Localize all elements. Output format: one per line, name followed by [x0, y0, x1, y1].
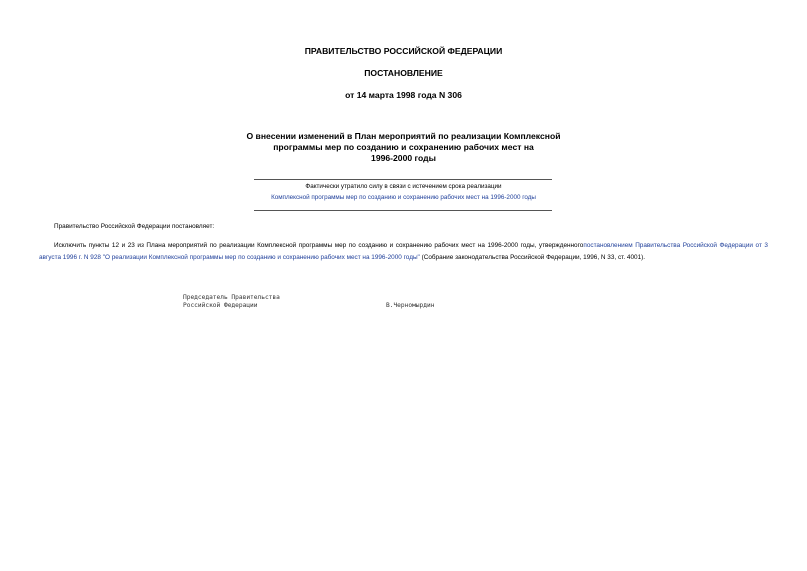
status-note-link[interactable]: Комплексной программы мер по созданию и сохранению рабочих мест на 1996-2000 годы: [271, 194, 536, 201]
document-title-line: 1996-2000 годы: [371, 153, 436, 163]
intro-paragraph: Правительство Российской Федерации постановляет:: [54, 223, 215, 230]
document-date-number: от 14 марта 1998 года N 306: [345, 90, 462, 100]
signatory-name: В.Черномырдин: [386, 302, 435, 309]
main-paragraph-text: Исключить пункты 12 и 23 из Плана мероприятий по реализации Комплексной программы мер по созданию и сохранению рабочих мест на 1996-2000 годы, утвержденного: [54, 242, 584, 249]
document-title-line: О внесении изменений в План мероприятий по реализации Комплексной: [246, 131, 561, 141]
document-title: [0, 131, 807, 164]
signatory-position-line-1: Председатель Правительства: [183, 294, 280, 301]
document-type-heading: ПОСТАНОВЛЕНИЕ: [364, 68, 443, 78]
bottom-divider: [254, 210, 552, 211]
signatory-position-line-2: Российской Федерации: [183, 302, 258, 309]
main-paragraph-source: (Собрание законодательства Российской Федерации, 1996, N 33, ст. 4001).: [419, 253, 646, 261]
government-heading: ПРАВИТЕЛЬСТВО РОССИЙСКОЙ ФЕДЕРАЦИИ: [304, 46, 503, 56]
decree-reference-link[interactable]: постановлением Правительства Российской Федерации от 3 августа 1996 г. N 928 "О реализации Комплексной программы мер по созданию и сохранению рабочих мест на 1996-2000 годы": [39, 242, 768, 261]
status-note-text: Фактически утратило силу в связи с истечением срока реализации: [305, 183, 502, 190]
main-paragraph: [39, 240, 768, 263]
top-divider: [254, 179, 552, 180]
document-title-line: программы мер по созданию и сохранению рабочих мест на: [273, 142, 534, 152]
